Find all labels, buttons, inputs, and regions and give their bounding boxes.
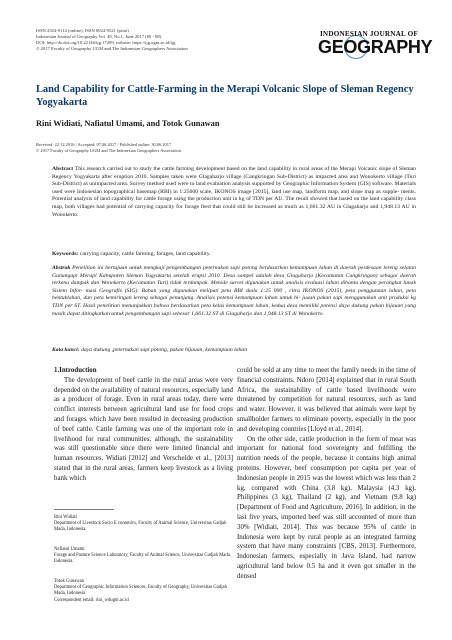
footnote-email: Correspondent email: rini_wdugm.ac.id — [54, 597, 129, 603]
footnote-name: Rini Widiati — [54, 515, 78, 520]
paper-authors: Rini Widiati, Nafiatul Umami, and Totok Gunawan — [36, 119, 220, 128]
intro-paragraph-1: The development of beef cattle in the rural areas were very depended on the availability of natural resources, especially land as a producer of forage. Even in rural areas today, there were conflict interests between agricultural land use for food crops and forages which have been resulted in decreasing production of beef cattle. Cattle farming was one of the important role in livelihood for rural communities, although, the sustainability was still questionable since there were limited financial and human resources. Widiati [2012] and Verschelde et al., [2013] stated that in the rural areas, farmers keep livestock as a living bank which — [54, 376, 233, 482]
footnote-divider — [54, 509, 114, 510]
journal-header — [36, 28, 276, 52]
issn-line: ISSN 2354-9114 (online), ISSN 0024-9521 (print) — [36, 28, 129, 33]
kata-kunci-label: Kata kunci: — [52, 347, 80, 353]
logo-line2: GEOGRAPHY — [318, 37, 433, 57]
footnote-affiliation: Department of Geographic Information Sciences, Faculty of Geography, Universitas Gadjah Mada, Indonesia — [54, 585, 227, 597]
publication-meta — [36, 142, 416, 154]
footnote-author-2 — [54, 547, 233, 566]
paper-title: Land Capability for Cattle-Farming in the Merapi Volcanic Slope of Sleman Regency Yogyakarta — [36, 84, 414, 109]
copyright-line: © 2017 Faculty of Geography UGM and The Indonesian Geographers Association — [36, 46, 188, 51]
logo-line1: INDONESIAN JOURNAL OF — [319, 30, 418, 38]
footnote-affiliation: Department of Livestock Socio E conomics, Faculty of Animal Science, Universitas Gadjah Mada, Indonesia. — [54, 521, 227, 533]
left-column — [54, 366, 233, 484]
abstrak-label: Abstrak — [52, 265, 71, 271]
right-column — [237, 366, 416, 582]
keywords-text: carrying capacity, cattle farming, forages, land capability. — [78, 251, 211, 257]
footnote-name: Totok Gunawan — [54, 579, 85, 584]
abstract-indonesian — [52, 265, 416, 318]
doi-line: DOI: http://dx.doi.org/10.22146/ijg.17299, website: https://ijg.ugm.ac.id/ijg — [36, 40, 176, 45]
intro-paragraph-2: could be sold at any time to meet the family needs in the time of financial constraints. Ndoro [2014] explained that in rural South Africa, the sustainability of cattle based livelihoods were threatened by competition for natural resources, such as land and water. However, it was believed that animals were kept by smallholder farmers to eliminate poverty, especially in the poor and developing countries [Lloyd et al., 2014]. — [237, 367, 416, 433]
journal-line: Indonesian Journal of Geography Vol. 49, No.1, June 2017 (80 - 88) — [36, 34, 162, 39]
meta-copyright: © 2017 Faculty of Geography UGM and The Indonesian Geographers Association — [36, 148, 181, 153]
footnote-author-3 — [54, 579, 233, 604]
received-dates: Received: 22.12.2016 / Accepted: 07.06.2017 / Published online: 30.06.2017 — [36, 142, 172, 147]
abstract-text: This research carried out to study the cattle farming development based on the land capability in rural areas of the Merapi Volcanic slope of Sleman Regency Yogyakarta after eruption 2010. Samples taken were Glagaharjo village (Cangkringan Sub-District) as impacted area and Wonokerto village (Turi Sub-District) as unimpacted area. Survey method used were to land evaluation analysis supported by Geographic Information System (GIS) software. Materials used were Indonesian topographical basemap (RBI) in 1:25000 scale, IKONOS image [2015], land use map, landform map, and slope map as supple- ments. Potential analysis of land capability for cattle forage using the production unit in kg of TDN per AU. The result showed that based on the land capability class map, both villages had potential of carrying capacity for forage feed that could still be increased as much as 1,661.32 AU in Glagaharjo and 1,948.13 AU in Wonokerto. — [52, 166, 416, 218]
journal-logo — [318, 29, 433, 63]
keywords-label: Keywords: — [52, 251, 79, 257]
keywords-indonesian — [52, 347, 416, 355]
kata-kunci-text: daya dukung ,peternakan sapi potong, pakan hijauan, kemampuan lahan — [79, 347, 248, 353]
abstrak-text: Penelitian ini bertujuan untuk mengkaji pengembangan peternakan sapi potong berdasarkan kemampuan lahan di daerah perdesaan lereng selatan Gunungapi Merapi Kabupaten Sleman Yogyakarta setelah erupsi 2010. Desa sampel adalah desa Glagaharjo (Kecamatan Cangkringan) sebagai daerah terkena dampak dan Wonokerto (Kecamatan Turi) tidak terdampak. Metode survei digunakan untuk analisis evaluasi lahan dibantu dengan perangkat lunak Sistem Infor- masi Geografis (SIG). Bahan yang digunakan meliputi peta RBI skala 1:25 000 , citra IKONOS (2015), peta penggunaan lahan, peta bentuklahan, dan peta kemiringan lereng sebagai penunjang. Analisis potensi kemampuan lahan untuk hi- juaan pakan sapi menggunakan unit produksi kg TDN per ST. Hasil penelitian menunjukkan bahwa berdasarkan peta kelas kemampuan lahan, kedua desa memiliki potensi daya dukung pakan hijauan yang masih dapat ditingkatkan untuk pengembangan sapi sebesar 1,661.32 ST di Glagaharjo dan 1,948.13 ST di Wonokerto. — [52, 265, 416, 317]
abstract-label: Abstract — [52, 166, 74, 172]
keywords-english — [52, 251, 416, 259]
abstract-english — [52, 166, 416, 219]
intro-paragraph-3: On the other side, cattle production in the form of meat was important for national food sovereignty and fulfilling the nutrition needs of the people, because it contains high animal proteins. However, beef consumption per capita per year of Indonesian people in 2015 was the lowest which was less than 2 kg, compared with China (3.8 kg), Malaysia (4.3 kg), Philippines (3 kg), Thailand (2 kg), and Vietnam (9.8 kg) [Department of Food and Agriculture, 2016]. In addition, in the last five years, imported beef was still accounted of more than 30% [Widiati, 2014]. This was because 95% of cattle in Indonesia were kept by rural people as an integrated farming system that have many constraints [CBS, 2013]. Furthermore, Indonesian farmers, especially in Java Island, had narrow agricultural land below 0.5 ha and it even got smaller in the densed — [237, 435, 416, 580]
footnote-name: Nafiatul Umami — [54, 547, 85, 552]
footnote-affiliation: Forage and Pasture Science Laboratory, Faculty of Animal Science, Universitas Gadjah Mada, Indonesia. — [54, 553, 231, 565]
section-heading: 1.Introduction — [54, 367, 97, 374]
footnote-author-1 — [54, 515, 233, 534]
